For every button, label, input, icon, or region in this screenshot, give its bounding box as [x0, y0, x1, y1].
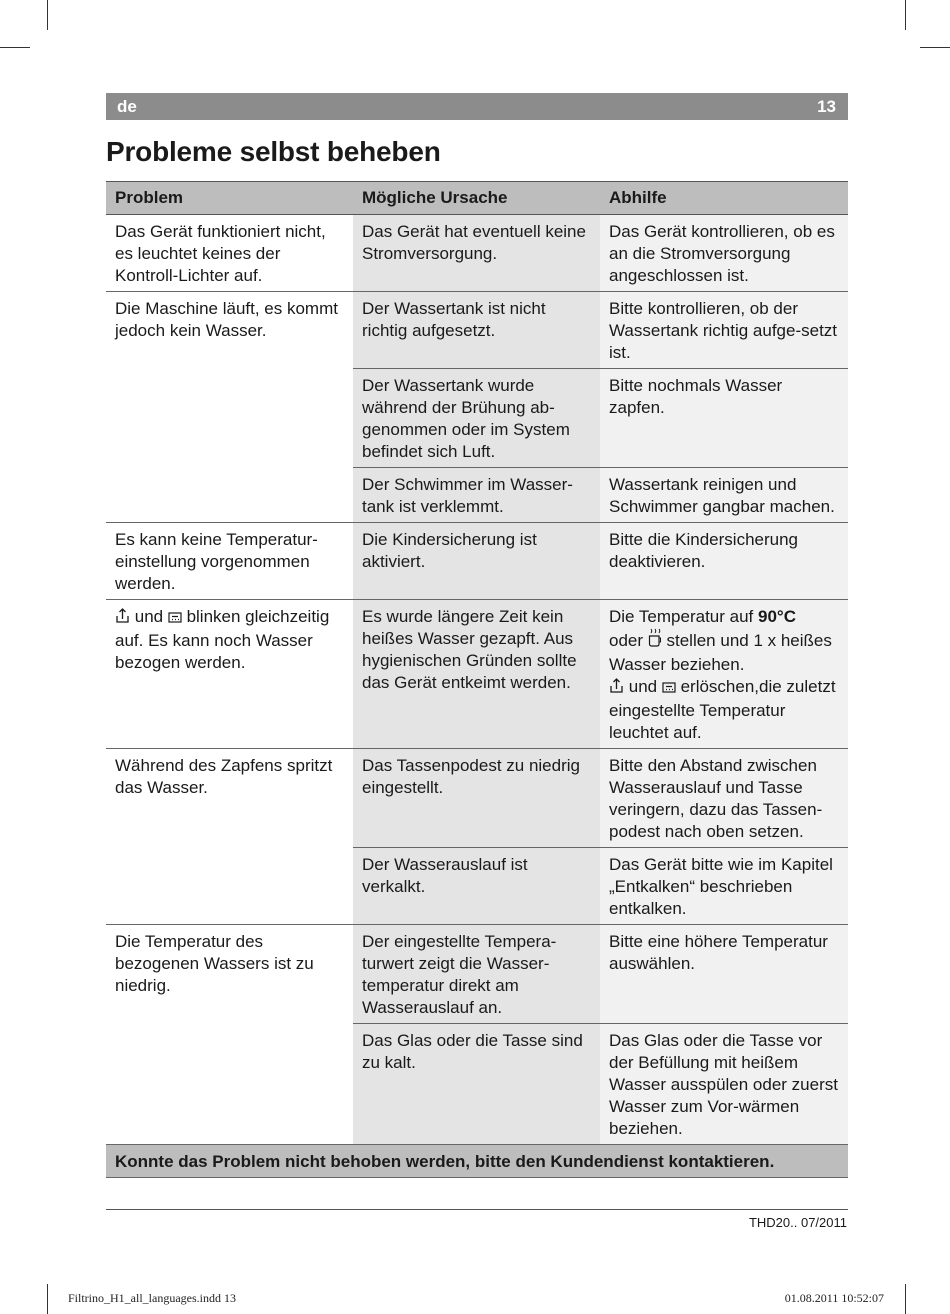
child-lock-icon	[168, 608, 182, 630]
remedy-cell: Bitte nochmals Wasser zapfen.	[600, 369, 848, 468]
crop-mark	[47, 1284, 48, 1314]
table-header-row	[106, 182, 848, 215]
cause-cell: Der Wasserauslauf ist verkalkt.	[353, 848, 600, 925]
remedy-cell: Wassertank reinigen und Schwimmer gangbar machen.	[600, 468, 848, 523]
table-row	[106, 215, 848, 292]
remedy-text: stellen und 1 x heißes Wasser beziehen.	[609, 631, 832, 674]
crop-mark	[905, 0, 906, 30]
problem-cell: Während des Zapfens spritzt das Wasser.	[106, 749, 353, 925]
and-text: und	[134, 607, 164, 626]
descale-icon	[609, 677, 624, 700]
problem-cell	[106, 600, 353, 749]
steam-cup-icon	[648, 628, 662, 654]
crop-mark	[920, 47, 950, 48]
problem-cell: Die Maschine läuft, es kommt jedoch kein Wasser.	[106, 292, 353, 523]
column-header-problem: Problem	[106, 182, 353, 215]
remedy-text: erlöschen,die zuletzt eingestellte Temperatur leuchtet auf.	[609, 677, 836, 742]
cause-cell: Der Schwimmer im Wasser-tank ist verklemmt.	[353, 468, 600, 523]
descale-icon	[115, 607, 130, 630]
cause-cell: Es wurde längere Zeit kein heißes Wasser gezapft. Aus hygienischen Gründen sollte das Gerät entkeimt werden.	[353, 600, 600, 749]
problem-cell: Das Gerät funktioniert nicht, es leuchtet keines der Kontroll-Lichter auf.	[106, 215, 353, 292]
remedy-cell: Das Glas oder die Tasse vor der Befüllung mit heißem Wasser ausspülen oder zuerst Wasser zum Vor-wärmen beziehen.	[600, 1024, 848, 1145]
cause-cell: Der eingestellte Tempera-turwert zeigt die Wasser-temperatur direkt am Wasserauslauf an.	[353, 925, 600, 1024]
bottom-rule	[106, 1209, 848, 1210]
crop-mark	[905, 1284, 906, 1314]
table-row	[106, 925, 848, 1024]
column-header-remedy: Abhilfe	[600, 182, 848, 215]
remedy-text: Die Temperatur auf	[609, 607, 754, 626]
language-code: de	[117, 97, 137, 116]
cause-cell: Der Wassertank wurde während der Brühung ab-genommen oder im System befindet sich Luft.	[353, 369, 600, 468]
contact-service-note: Konnte das Problem nicht behoben werden, bitte den Kundendienst kontaktieren.	[106, 1145, 848, 1178]
table-row	[106, 523, 848, 600]
troubleshooting-table	[106, 181, 848, 1178]
column-header-cause: Mögliche Ursache	[353, 182, 600, 215]
problem-cell: Es kann keine Temperatur-einstellung vorgenommen werden.	[106, 523, 353, 600]
problem-cell: Die Temperatur des bezogenen Wassers ist zu niedrig.	[106, 925, 353, 1145]
crop-mark	[0, 47, 30, 48]
print-slug-file: Filtrino_H1_all_languages.indd 13	[68, 1291, 236, 1305]
remedy-cell: Das Gerät kontrollieren, ob es an die Stromversorgung angeschlossen ist.	[600, 215, 848, 292]
print-slug-timestamp: 01.08.2011 10:52:07	[784, 1291, 884, 1305]
table-row	[106, 600, 848, 749]
and-text: und	[628, 677, 658, 696]
page-header-bar	[106, 93, 848, 120]
cause-cell: Der Wassertank ist nicht richtig aufgesetzt.	[353, 292, 600, 369]
table-footer-row	[106, 1145, 848, 1178]
crop-mark	[47, 0, 48, 30]
document-code: THD20.. 07/2011	[748, 1215, 847, 1230]
remedy-text: oder	[609, 631, 644, 650]
page-number: 13	[817, 97, 836, 116]
problem-text: blinken gleichzeitig auf. Es kann noch Wasser bezogen werden.	[115, 607, 330, 672]
remedy-cell: Das Gerät bitte wie im Kapitel „Entkalken“ beschrieben entkalken.	[600, 848, 848, 925]
remedy-cell: Bitte die Kindersicherung deaktivieren.	[600, 523, 848, 600]
remedy-cell: Bitte den Abstand zwischen Wasserauslauf und Tasse veringern, dazu das Tassen-podest nach oben setzen.	[600, 749, 848, 848]
page-title: Probleme selbst beheben	[106, 136, 441, 167]
cause-cell: Das Glas oder die Tasse sind zu kalt.	[353, 1024, 600, 1145]
remedy-cell: Bitte kontrollieren, ob der Wassertank richtig aufge-setzt ist.	[600, 292, 848, 369]
child-lock-icon	[662, 678, 676, 700]
table-row	[106, 749, 848, 848]
remedy-cell: Bitte eine höhere Temperatur auswählen.	[600, 925, 848, 1024]
table-row	[106, 292, 848, 369]
cause-cell: Das Tassenpodest zu niedrig eingestellt.	[353, 749, 600, 848]
cause-cell: Das Gerät hat eventuell keine Stromversorgung.	[353, 215, 600, 292]
temperature-value: 90°C	[758, 607, 796, 626]
cause-cell: Die Kindersicherung ist aktiviert.	[353, 523, 600, 600]
remedy-cell	[600, 600, 848, 749]
